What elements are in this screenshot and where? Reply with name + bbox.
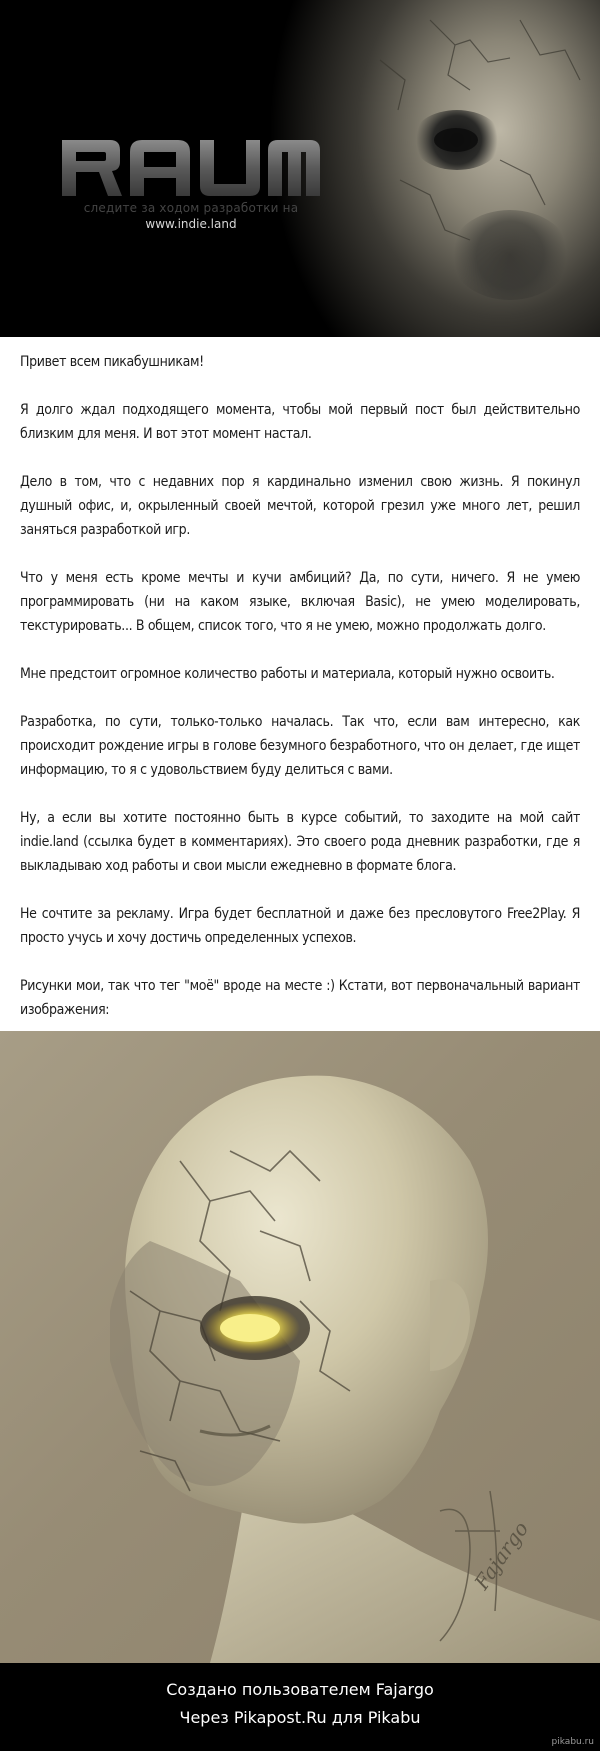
footer-via: Через Pikapost.Ru для Pikabu bbox=[179, 1708, 421, 1727]
footer-author: Создано пользователем Fajargo bbox=[166, 1680, 434, 1699]
paragraph-first-post: Я долго ждал подходящего момента, чтобы мой первый пост был действительно близким для меня. И вот этот момент настал. bbox=[20, 402, 580, 442]
paragraph-life-change: Дело в том, что с недавних пор я кардинально изменил свою жизнь. Я покинул душный офис, и, окрыленный своей мечтой, которой грезил уже много лет, решил заняться разработкой игр. bbox=[20, 474, 580, 538]
paragraph-not-ad: Не сочтите за рекламу. Игра будет бесплатной и даже без пресловутого Free2Play. Я просто учусь и хочу достичь определенных успехов. bbox=[20, 906, 580, 946]
paragraph-drawings: Рисунки мои, так что тег "моё" вроде на месте :) Кстати, вот первоначальный вариант изображения: bbox=[20, 978, 580, 1018]
raum-logo bbox=[60, 138, 322, 198]
banner-site-url: www.indie.land bbox=[145, 217, 237, 231]
footer bbox=[0, 1663, 600, 1751]
paragraph-work-ahead: Мне предстоит огромное количество работы и материала, который нужно освоить. bbox=[20, 666, 555, 682]
header-banner bbox=[0, 0, 600, 337]
signature-text: Fajargo bbox=[469, 1517, 534, 1594]
character-painting bbox=[0, 1031, 600, 1663]
paragraph-site: Ну, а если вы хотите постоянно быть в курсе событий, то заходите на мой сайт indie.land (ссылка будет в комментариях). Это своего рода дневник разработки, где я выкладываю ход работы и свои мысли ежедневно в формате блога. bbox=[20, 810, 580, 874]
paragraph-skills: Что у меня есть кроме мечты и кучи амбиций? Да, по сути, ничего. Я не умею программировать (ни на каком языке, включая Basic), не умею моделировать, текстурировать... В общем, список того, что я не умею, можно продолжать долго. bbox=[20, 570, 580, 634]
banner-tagline: следите за ходом разработки на bbox=[83, 201, 299, 215]
article-body bbox=[20, 350, 580, 1046]
paragraph-development: Разработка, по сути, только-только началась. Так что, если вам интересно, как происходит рождение игры в голове безумного безработного, что он делает, где ищет информацию, то я с удовольствием буду делиться с вами. bbox=[20, 714, 580, 778]
pikabu-watermark: pikabu.ru bbox=[551, 1737, 594, 1747]
cracked-head-illustration bbox=[0, 1031, 600, 1663]
paragraph-greeting: Привет всем пикабушникам! bbox=[20, 354, 204, 370]
